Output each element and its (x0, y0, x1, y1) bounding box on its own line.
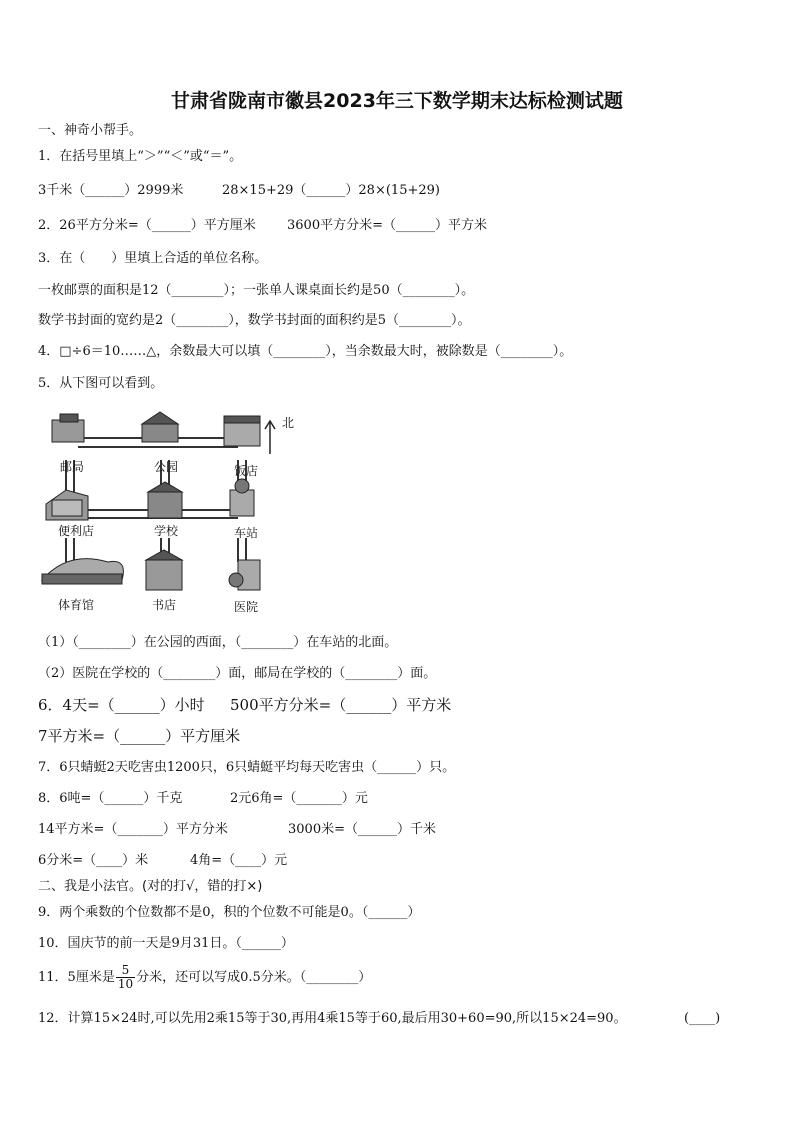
q11-post: 分米，还可以写成0.5分米。（________） (136, 970, 372, 985)
q11-pre: 11．5厘米是 (38, 970, 115, 985)
q8-b: 2元6角=（_______）元 (230, 791, 368, 806)
q8-e: 6分米=（____）米 (38, 853, 149, 868)
section-heading-1: 一、神奇小帮手。 (38, 123, 143, 138)
q8-d: 3000米=（______）千米 (288, 822, 436, 837)
map-north-label: 北 (282, 416, 295, 430)
north-arrow-icon (265, 421, 275, 454)
q1-a: 3千米（______）2999米 (38, 183, 184, 198)
map-label-restaurant: 饭店 (234, 464, 259, 478)
q11 (38, 964, 371, 991)
q3-stem: 3．在（ ）里填上合适的单位名称。 (38, 251, 268, 266)
q8-a: 8．6吨=（______）千克 (38, 791, 183, 806)
q6-a: 6．4天=（______）小时 (38, 696, 205, 714)
q4-text: 4．□÷6＝10……△，余数最大可以填（________），当余数最大时，被除数是（________）。 (38, 344, 573, 359)
q8-c: 14平方米=（_______）平方分米 (38, 822, 228, 837)
q1-stem: 1．在括号里填上“＞”“＜”或“＝”。 (38, 149, 243, 164)
map-label-post-office: 邮局 (60, 460, 85, 474)
map-label-park: 公园 (154, 460, 179, 474)
map-label-convenience-store: 便利店 (58, 524, 95, 538)
map-label-school: 学校 (154, 524, 179, 538)
q12-text: 12．计算15×24时,可以先用2乘15等于30,再用4乘15等于60,最后用30+60=90,所以15×24=90。 (38, 1011, 627, 1026)
q12-blank: (____) (684, 1011, 721, 1026)
q1-b: 28×15+29（______）28×(15+29) (222, 183, 440, 198)
q6-c: 7平方米=（______）平方厘米 (38, 727, 241, 745)
q3-line2: 数学书封面的宽约是2（________），数学书封面的面积约是5（________）。 (38, 313, 471, 328)
q5-stem: 5．从下图可以看到。 (38, 376, 164, 391)
q2-a: 2．26平方分米=（______）平方厘米 (38, 218, 256, 233)
q6-b: 500平方分米=（______）平方米 (230, 696, 452, 714)
map-label-hospital: 医院 (234, 600, 259, 614)
map-drawing (38, 410, 300, 618)
q8-f: 4角=（____）元 (190, 853, 288, 868)
q7-text: 7．6只蜻蜓2天吃害虫1200只，6只蜻蜓平均每天吃害虫（______）只。 (38, 760, 456, 775)
map-label-bookstore: 书店 (152, 598, 177, 612)
q11-fraction-num: 5 (116, 964, 135, 978)
q9-text: 9．两个乘数的个位数都不是0，积的个位数不可能是0。（______） (38, 905, 421, 920)
direction-map (38, 410, 300, 618)
q10-text: 10．国庆节的前一天是9月31日。（______） (38, 936, 294, 951)
map-label-station: 车站 (234, 526, 259, 540)
section-heading-2: 二、我是小法官。(对的打√，错的打×) (38, 879, 263, 894)
q2-b: 3600平方分米=（______）平方米 (287, 218, 487, 233)
q11-fraction-den: 10 (117, 977, 134, 991)
q5-part2: （2）医院在学校的（________）面，邮局在学校的（________）面。 (38, 666, 437, 681)
map-label-gym: 体育馆 (58, 598, 95, 612)
page-title: 甘肃省陇南市徽县2023年三下数学期末达标检测试题 (171, 90, 623, 112)
q3-line1: 一枚邮票的面积是12（________）；一张单人课桌面长约是50（________）。 (38, 283, 475, 298)
q5-part1: （1）（________）在公园的西面，（________）在车站的北面。 (38, 635, 398, 650)
q11-fraction (116, 964, 135, 991)
